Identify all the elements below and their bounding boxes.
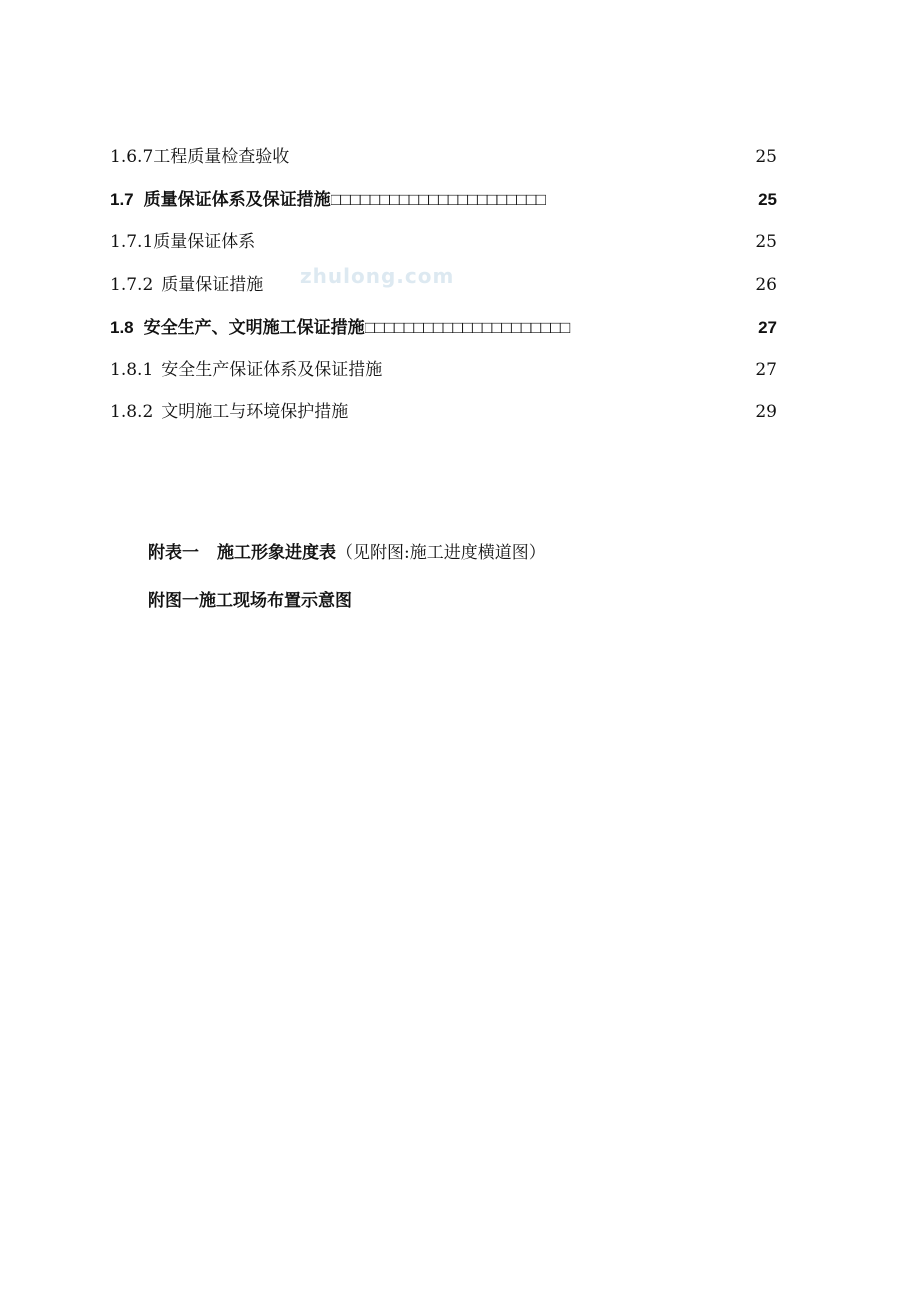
toc-entry-1-8[interactable]	[110, 313, 777, 339]
appendix-table-note: （见附图:施工进度横道图）	[336, 543, 546, 563]
toc-page-number: 26	[755, 275, 777, 295]
toc-number: 1.7.1	[110, 232, 154, 252]
toc-page-number: 25	[755, 147, 777, 167]
toc-entry-1-7[interactable]	[110, 185, 777, 211]
toc-page-number: 25	[758, 190, 777, 209]
toc-title: 文明施工与环境保护措施	[161, 402, 349, 422]
toc-entry-1-6-7[interactable]	[110, 142, 777, 168]
appendix-figure-1	[148, 586, 352, 611]
toc-entry-1-8-1[interactable]	[110, 355, 777, 381]
watermark: zhulong.com	[300, 264, 455, 288]
toc-entry-1-8-2[interactable]	[110, 397, 777, 423]
appendix-table-1	[148, 538, 546, 563]
toc-entry-1-7-1[interactable]	[110, 227, 777, 253]
toc-title: 安全生产、文明施工保证措施	[143, 318, 365, 337]
toc-entry-1-7-2[interactable]	[110, 270, 777, 296]
toc-leader: □□□□□□□□□□□□□□□□□□□□□	[364, 318, 570, 337]
appendix-figure-title: 附图一施工现场布置示意图	[148, 591, 352, 611]
toc-page-number: 25	[755, 232, 777, 252]
toc-title: 安全生产保证体系及保证措施	[161, 360, 383, 380]
appendix-table-title: 施工形象进度表	[217, 543, 336, 563]
toc-page-number: 27	[755, 360, 777, 380]
toc-page-number: 27	[758, 318, 777, 337]
toc-title: 工程质量检查验收	[153, 147, 290, 167]
toc-title: 质量保证体系及保证措施	[143, 190, 331, 209]
toc-number: 1.7	[110, 190, 134, 209]
toc-number: 1.7.2	[110, 275, 154, 295]
toc-number: 1.8	[110, 318, 134, 337]
toc-number: 1.6.7	[110, 147, 154, 167]
appendix-table-label: 附表一	[148, 543, 199, 563]
toc-title: 质量保证措施	[161, 275, 264, 295]
toc-page-number: 29	[755, 402, 777, 422]
toc-leader: □□□□□□□□□□□□□□□□□□□□□□	[330, 190, 546, 209]
toc-number: 1.8.1	[110, 360, 154, 380]
toc-title: 质量保证体系	[153, 232, 256, 252]
toc-number: 1.8.2	[110, 402, 154, 422]
